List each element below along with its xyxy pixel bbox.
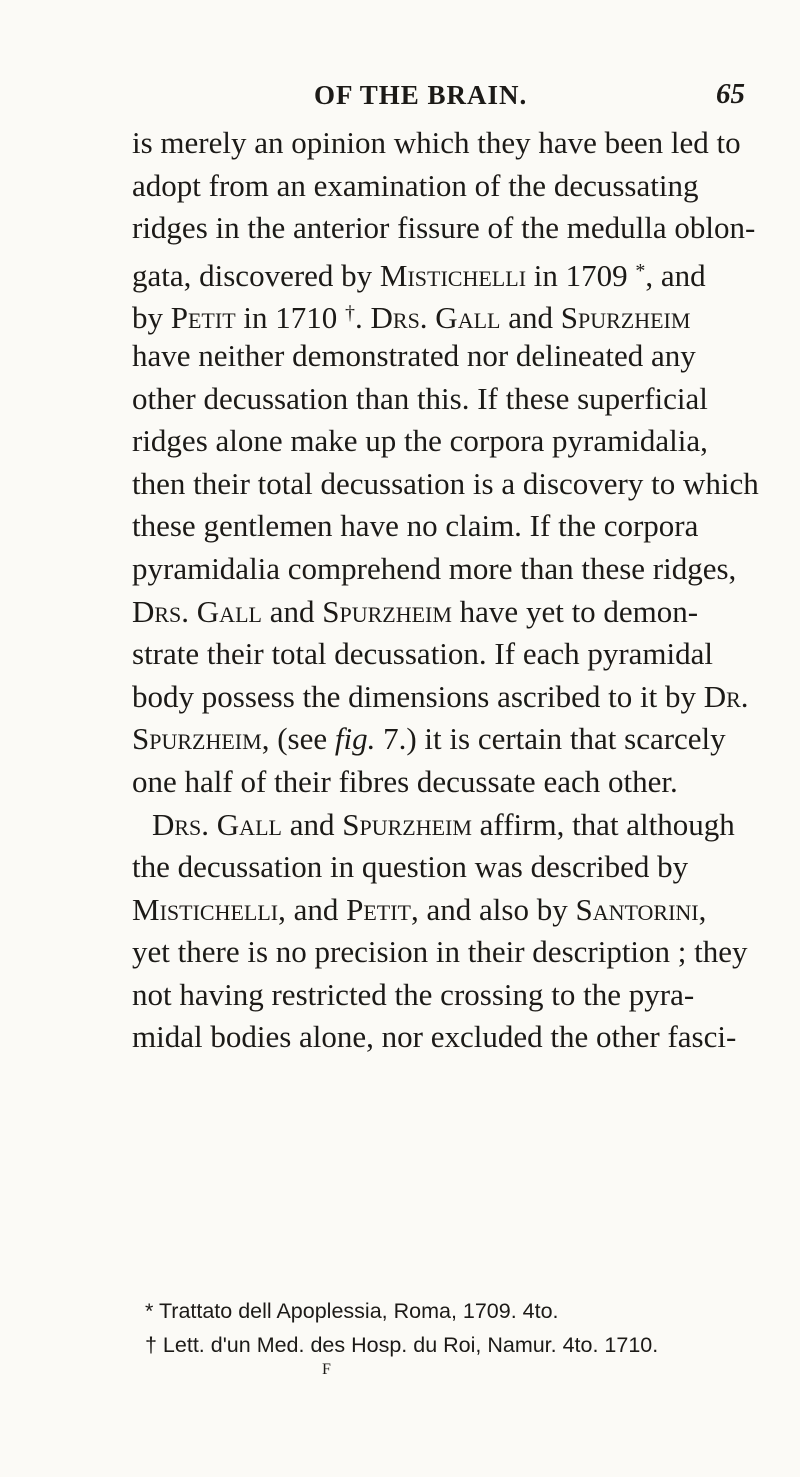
text-line: one half of their fibres decussate each other. <box>132 763 678 799</box>
footnote: * Trattato dell Apoplessia, Roma, 1709. 4to. <box>145 1299 559 1323</box>
small-caps-name: Drs. Gall <box>370 300 501 336</box>
text-line: Drs. Gall and Spurzheim have yet to demon- <box>132 593 699 629</box>
text-line: not having restricted the crossing to the pyra- <box>132 976 695 1012</box>
footnote: † Lett. d'un Med. des Hosp. du Roi, Namur. 4to. 1710. <box>145 1333 659 1357</box>
text-line: ridges in the anterior fissure of the medulla oblon- <box>132 210 756 246</box>
text-line: Drs. Gall and Spurzheim affirm, that although <box>152 806 735 842</box>
small-caps-name: Mistichelli <box>379 257 527 293</box>
text-line: by Petit in 1710 †. Drs. Gall and Spurzheim <box>132 300 691 336</box>
small-caps-name: Petit <box>170 300 236 336</box>
small-caps-name: Santorini <box>575 891 699 927</box>
small-caps-name: Petit <box>346 891 411 927</box>
footnote-marker: * <box>635 259 646 282</box>
small-caps-name: Spurzheim <box>322 593 452 629</box>
small-caps-name: Spurzheim <box>560 300 691 336</box>
text-line: midal bodies alone, nor excluded the other fasci- <box>132 1019 737 1055</box>
small-caps-name: Mistichelli <box>132 891 279 927</box>
small-caps-name: Dr. <box>703 678 749 714</box>
signature-mark: F <box>322 1361 331 1378</box>
text-line: ridges alone make up the corpora pyramidalia, <box>132 423 708 459</box>
text-line: strate their total decussation. If each pyramidal <box>132 636 714 672</box>
text-line: pyramidalia comprehend more than these ridges, <box>132 550 737 586</box>
small-caps-name: Drs. Gall <box>132 593 262 629</box>
text-line: then their total decussation is a discovery to which <box>132 465 759 501</box>
text-line: yet there is no precision in their description ; they <box>132 934 748 970</box>
small-caps-name: Spurzheim <box>132 721 262 757</box>
text-line: gata, discovered by Mistichelli in 1709 *, and <box>132 257 706 293</box>
text-line: is merely an opinion which they have been led to <box>132 125 741 160</box>
footnotes <box>145 1294 800 1362</box>
page-number: 65 <box>716 78 745 110</box>
text-line: these gentlemen have no claim. If the corpora <box>132 508 699 544</box>
text-line: have neither demonstrated nor delineated any <box>132 337 696 373</box>
italic-text: fig. <box>334 721 376 757</box>
footnote-marker: † <box>345 302 356 325</box>
text-line: Spurzheim, (see fig. 7.) it is certain that scarcely <box>132 721 726 757</box>
text-line: other decussation than this. If these superficial <box>132 380 708 416</box>
running-head <box>0 80 800 120</box>
text-line: adopt from an examination of the decussating <box>132 167 699 203</box>
text-line: the decussation in question was described by <box>132 849 689 885</box>
running-title: OF THE BRAIN. <box>314 80 528 110</box>
text-line: Mistichelli, and Petit, and also by Santorini, <box>132 891 707 927</box>
body-text <box>132 122 800 1059</box>
small-caps-name: Spurzheim <box>342 806 472 842</box>
small-caps-name: Drs. Gall <box>152 806 282 842</box>
text-line: body possess the dimensions ascribed to it by Dr. <box>132 678 749 714</box>
